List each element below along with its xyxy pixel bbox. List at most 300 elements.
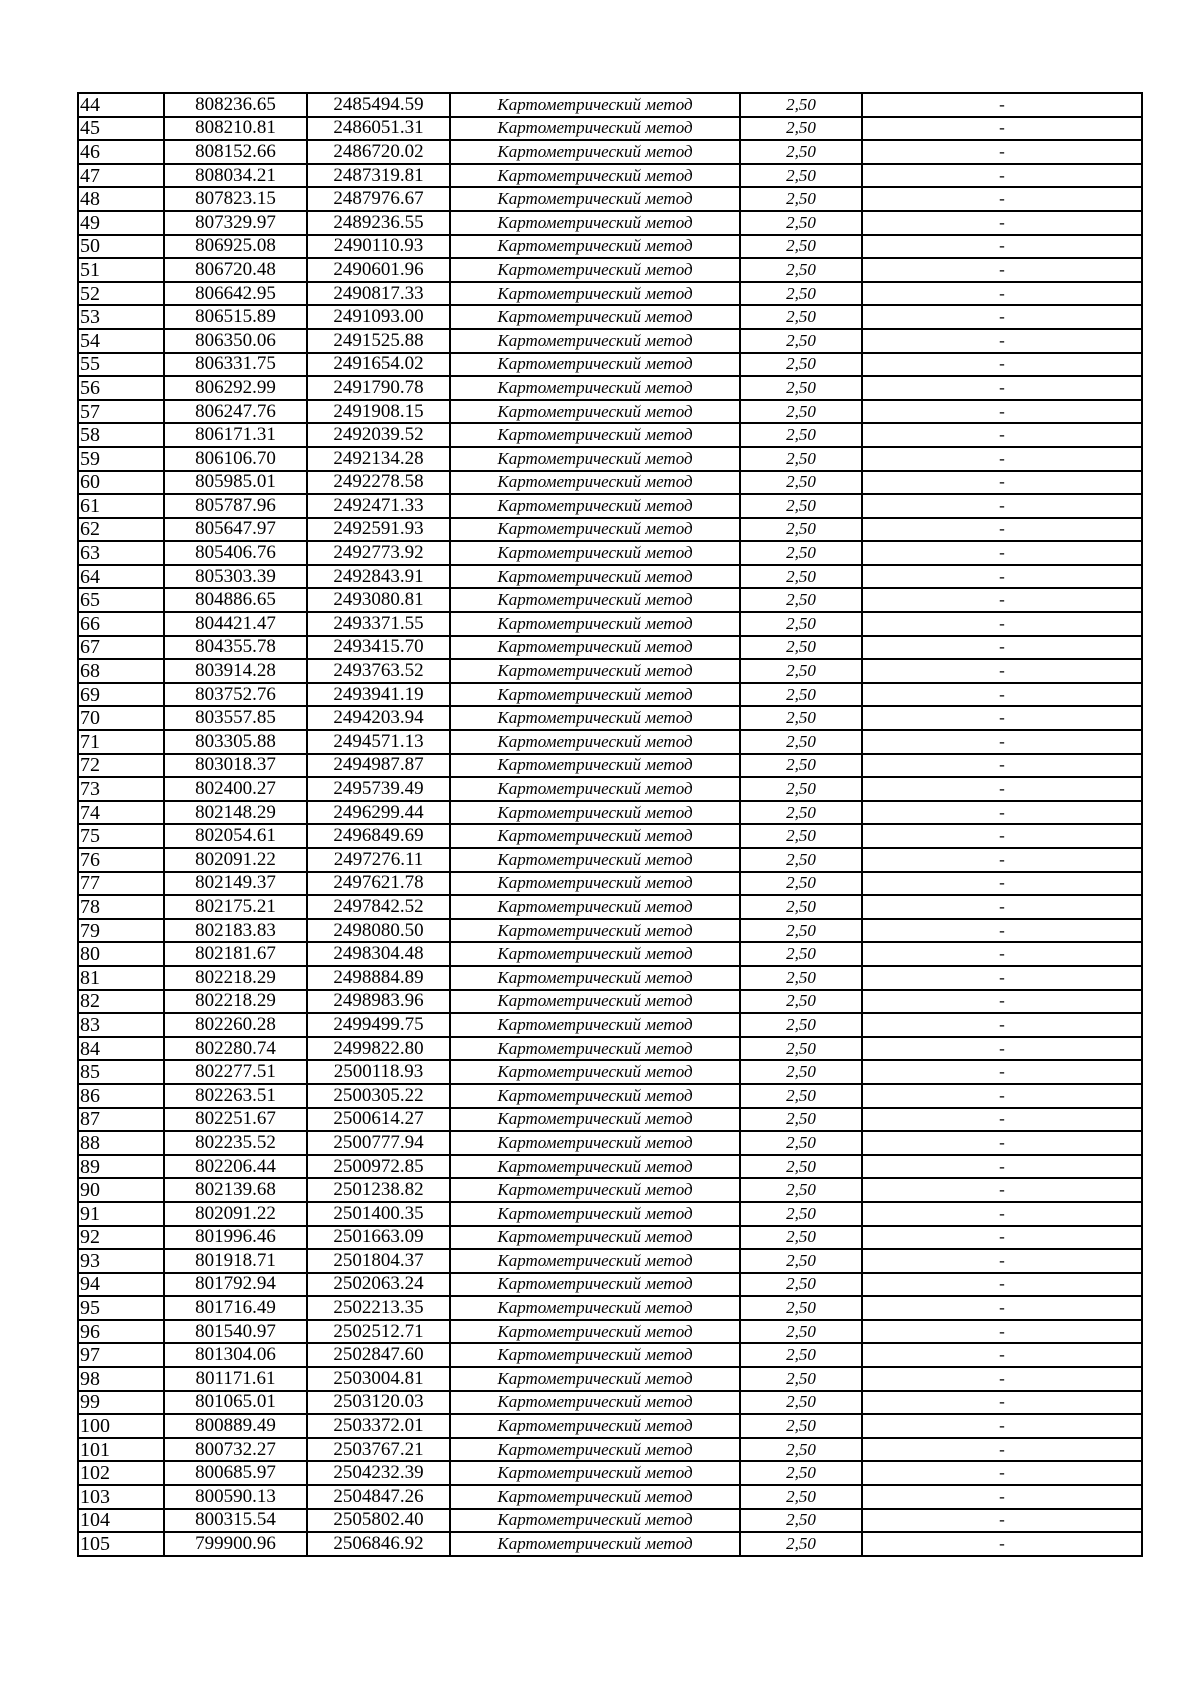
coordinate-x-cell: 801716.49 xyxy=(164,1296,307,1320)
coordinate-x-cell: 803914.28 xyxy=(164,659,307,683)
accuracy-cell: 2,50 xyxy=(740,1037,862,1061)
description-cell: - xyxy=(862,164,1142,188)
coordinate-x-cell: 802218.29 xyxy=(164,990,307,1014)
point-number-cell: 51 xyxy=(78,258,164,282)
coordinate-y-cell: 2501663.09 xyxy=(307,1226,450,1250)
point-number-cell: 64 xyxy=(78,565,164,589)
accuracy-cell: 2,50 xyxy=(740,1391,862,1415)
accuracy-cell: 2,50 xyxy=(740,494,862,518)
coordinate-x-cell: 802260.28 xyxy=(164,1013,307,1037)
description-cell: - xyxy=(862,282,1142,306)
method-cell: Картометрический метод xyxy=(450,1155,740,1179)
method-cell: Картометрический метод xyxy=(450,1296,740,1320)
accuracy-cell: 2,50 xyxy=(740,117,862,141)
description-cell: - xyxy=(862,1273,1142,1297)
coordinate-y-cell: 2504232.39 xyxy=(307,1461,450,1485)
description-cell: - xyxy=(862,1037,1142,1061)
coordinate-y-cell: 2497621.78 xyxy=(307,872,450,896)
table-row xyxy=(78,754,1142,778)
table-row xyxy=(78,683,1142,707)
point-number-cell: 101 xyxy=(78,1438,164,1462)
coordinate-x-cell: 802181.67 xyxy=(164,942,307,966)
accuracy-cell: 2,50 xyxy=(740,1131,862,1155)
coordinate-x-cell: 803018.37 xyxy=(164,754,307,778)
coordinate-y-cell: 2496299.44 xyxy=(307,801,450,825)
coordinate-y-cell: 2492471.33 xyxy=(307,494,450,518)
description-cell: - xyxy=(862,1155,1142,1179)
point-number-cell: 81 xyxy=(78,966,164,990)
table-row xyxy=(78,140,1142,164)
coordinate-y-cell: 2495739.49 xyxy=(307,777,450,801)
coordinate-x-cell: 805406.76 xyxy=(164,541,307,565)
method-cell: Картометрический метод xyxy=(450,1060,740,1084)
description-cell: - xyxy=(862,1509,1142,1533)
coordinate-x-cell: 801918.71 xyxy=(164,1249,307,1273)
table-row xyxy=(78,824,1142,848)
description-cell: - xyxy=(862,942,1142,966)
coordinate-x-cell: 806171.31 xyxy=(164,423,307,447)
method-cell: Картометрический метод xyxy=(450,942,740,966)
description-cell: - xyxy=(862,1084,1142,1108)
accuracy-cell: 2,50 xyxy=(740,919,862,943)
point-number-cell: 97 xyxy=(78,1343,164,1367)
point-number-cell: 91 xyxy=(78,1202,164,1226)
accuracy-cell: 2,50 xyxy=(740,706,862,730)
accuracy-cell: 2,50 xyxy=(740,1202,862,1226)
coordinate-y-cell: 2492134.28 xyxy=(307,447,450,471)
table-row xyxy=(78,258,1142,282)
point-number-cell: 95 xyxy=(78,1296,164,1320)
point-number-cell: 90 xyxy=(78,1178,164,1202)
point-number-cell: 48 xyxy=(78,187,164,211)
method-cell: Картометрический метод xyxy=(450,353,740,377)
accuracy-cell: 2,50 xyxy=(740,612,862,636)
accuracy-cell: 2,50 xyxy=(740,1438,862,1462)
table-row xyxy=(78,376,1142,400)
description-cell: - xyxy=(862,565,1142,589)
accuracy-cell: 2,50 xyxy=(740,187,862,211)
description-cell: - xyxy=(862,919,1142,943)
coordinate-x-cell: 802054.61 xyxy=(164,824,307,848)
method-cell: Картометрический метод xyxy=(450,1532,740,1556)
table-row xyxy=(78,966,1142,990)
coordinate-x-cell: 808210.81 xyxy=(164,117,307,141)
table-row xyxy=(78,1013,1142,1037)
coordinate-y-cell: 2487976.67 xyxy=(307,187,450,211)
table-row xyxy=(78,235,1142,259)
table-row xyxy=(78,801,1142,825)
description-cell: - xyxy=(862,1108,1142,1132)
coordinate-x-cell: 802400.27 xyxy=(164,777,307,801)
accuracy-cell: 2,50 xyxy=(740,659,862,683)
accuracy-cell: 2,50 xyxy=(740,1461,862,1485)
description-cell: - xyxy=(862,305,1142,329)
coordinate-y-cell: 2504847.26 xyxy=(307,1485,450,1509)
table-row xyxy=(78,1226,1142,1250)
point-number-cell: 63 xyxy=(78,541,164,565)
description-cell: - xyxy=(862,1343,1142,1367)
description-cell: - xyxy=(862,777,1142,801)
table-row xyxy=(78,117,1142,141)
method-cell: Картометрический метод xyxy=(450,612,740,636)
coordinate-x-cell: 805647.97 xyxy=(164,518,307,542)
table-row xyxy=(78,1438,1142,1462)
table-row xyxy=(78,211,1142,235)
coordinate-y-cell: 2493415.70 xyxy=(307,636,450,660)
description-cell: - xyxy=(862,966,1142,990)
method-cell: Картометрический метод xyxy=(450,305,740,329)
coordinate-y-cell: 2496849.69 xyxy=(307,824,450,848)
table-row xyxy=(78,1131,1142,1155)
point-number-cell: 83 xyxy=(78,1013,164,1037)
coordinate-y-cell: 2493763.52 xyxy=(307,659,450,683)
coordinate-y-cell: 2490817.33 xyxy=(307,282,450,306)
description-cell: - xyxy=(862,471,1142,495)
point-number-cell: 65 xyxy=(78,588,164,612)
coordinate-y-cell: 2486051.31 xyxy=(307,117,450,141)
accuracy-cell: 2,50 xyxy=(740,801,862,825)
method-cell: Картометрический метод xyxy=(450,1178,740,1202)
method-cell: Картометрический метод xyxy=(450,1461,740,1485)
table-row xyxy=(78,636,1142,660)
coordinate-y-cell: 2499499.75 xyxy=(307,1013,450,1037)
table-row xyxy=(78,353,1142,377)
point-number-cell: 50 xyxy=(78,235,164,259)
coordinate-x-cell: 806106.70 xyxy=(164,447,307,471)
coordinate-y-cell: 2506846.92 xyxy=(307,1532,450,1556)
coordinate-x-cell: 806642.95 xyxy=(164,282,307,306)
point-number-cell: 67 xyxy=(78,636,164,660)
coordinate-y-cell: 2489236.55 xyxy=(307,211,450,235)
coordinate-y-cell: 2491093.00 xyxy=(307,305,450,329)
accuracy-cell: 2,50 xyxy=(740,730,862,754)
point-number-cell: 72 xyxy=(78,754,164,778)
coordinate-y-cell: 2503767.21 xyxy=(307,1438,450,1462)
table-row xyxy=(78,423,1142,447)
table-row xyxy=(78,187,1142,211)
table-row xyxy=(78,1296,1142,1320)
description-cell: - xyxy=(862,235,1142,259)
coordinate-x-cell: 803305.88 xyxy=(164,730,307,754)
table-row xyxy=(78,777,1142,801)
table-row xyxy=(78,471,1142,495)
method-cell: Картометрический метод xyxy=(450,1249,740,1273)
table-row xyxy=(78,1320,1142,1344)
method-cell: Картометрический метод xyxy=(450,588,740,612)
method-cell: Картометрический метод xyxy=(450,990,740,1014)
coordinate-x-cell: 807329.97 xyxy=(164,211,307,235)
method-cell: Картометрический метод xyxy=(450,966,740,990)
table-row xyxy=(78,1084,1142,1108)
coordinate-y-cell: 2498884.89 xyxy=(307,966,450,990)
description-cell: - xyxy=(862,588,1142,612)
method-cell: Картометрический метод xyxy=(450,824,740,848)
table-row xyxy=(78,1485,1142,1509)
description-cell: - xyxy=(862,1060,1142,1084)
coordinate-y-cell: 2503004.81 xyxy=(307,1367,450,1391)
coordinate-y-cell: 2492039.52 xyxy=(307,423,450,447)
coordinate-x-cell: 804421.47 xyxy=(164,612,307,636)
coordinate-x-cell: 799900.96 xyxy=(164,1532,307,1556)
coordinate-y-cell: 2502512.71 xyxy=(307,1320,450,1344)
point-number-cell: 73 xyxy=(78,777,164,801)
description-cell: - xyxy=(862,1131,1142,1155)
method-cell: Картометрический метод xyxy=(450,1273,740,1297)
coordinate-x-cell: 802235.52 xyxy=(164,1131,307,1155)
description-cell: - xyxy=(862,541,1142,565)
table-row xyxy=(78,612,1142,636)
point-number-cell: 68 xyxy=(78,659,164,683)
description-cell: - xyxy=(862,423,1142,447)
method-cell: Картометрический метод xyxy=(450,801,740,825)
method-cell: Картометрический метод xyxy=(450,423,740,447)
accuracy-cell: 2,50 xyxy=(740,1155,862,1179)
method-cell: Картометрический метод xyxy=(450,1037,740,1061)
coordinate-x-cell: 800732.27 xyxy=(164,1438,307,1462)
description-cell: - xyxy=(862,1367,1142,1391)
description-cell: - xyxy=(862,1013,1142,1037)
table-row xyxy=(78,872,1142,896)
accuracy-cell: 2,50 xyxy=(740,1343,862,1367)
method-cell: Картометрический метод xyxy=(450,683,740,707)
point-number-cell: 71 xyxy=(78,730,164,754)
point-number-cell: 56 xyxy=(78,376,164,400)
description-cell: - xyxy=(862,117,1142,141)
table-row xyxy=(78,1108,1142,1132)
table-row xyxy=(78,919,1142,943)
point-number-cell: 74 xyxy=(78,801,164,825)
description-cell: - xyxy=(862,1438,1142,1462)
description-cell: - xyxy=(862,872,1142,896)
coordinate-x-cell: 805985.01 xyxy=(164,471,307,495)
coordinates-table xyxy=(77,92,1143,1557)
accuracy-cell: 2,50 xyxy=(740,282,862,306)
coordinate-y-cell: 2499822.80 xyxy=(307,1037,450,1061)
accuracy-cell: 2,50 xyxy=(740,872,862,896)
coordinate-x-cell: 806292.99 xyxy=(164,376,307,400)
point-number-cell: 88 xyxy=(78,1131,164,1155)
coordinate-x-cell: 802280.74 xyxy=(164,1037,307,1061)
table-row xyxy=(78,1249,1142,1273)
description-cell: - xyxy=(862,659,1142,683)
accuracy-cell: 2,50 xyxy=(740,588,862,612)
description-cell: - xyxy=(862,329,1142,353)
accuracy-cell: 2,50 xyxy=(740,305,862,329)
method-cell: Картометрический метод xyxy=(450,730,740,754)
accuracy-cell: 2,50 xyxy=(740,754,862,778)
coordinate-y-cell: 2502847.60 xyxy=(307,1343,450,1367)
method-cell: Картометрический метод xyxy=(450,1131,740,1155)
table-row xyxy=(78,1273,1142,1297)
coordinate-y-cell: 2501804.37 xyxy=(307,1249,450,1273)
method-cell: Картометрический метод xyxy=(450,1013,740,1037)
coordinate-x-cell: 801540.97 xyxy=(164,1320,307,1344)
table-row xyxy=(78,1202,1142,1226)
coordinate-x-cell: 802148.29 xyxy=(164,801,307,825)
coordinate-y-cell: 2491908.15 xyxy=(307,400,450,424)
method-cell: Картометрический метод xyxy=(450,1509,740,1533)
description-cell: - xyxy=(862,140,1142,164)
method-cell: Картометрический метод xyxy=(450,494,740,518)
method-cell: Картометрический метод xyxy=(450,376,740,400)
table-row xyxy=(78,329,1142,353)
method-cell: Картометрический метод xyxy=(450,636,740,660)
description-cell: - xyxy=(862,612,1142,636)
method-cell: Картометрический метод xyxy=(450,258,740,282)
coordinate-y-cell: 2503372.01 xyxy=(307,1414,450,1438)
table-row xyxy=(78,1155,1142,1179)
accuracy-cell: 2,50 xyxy=(740,966,862,990)
accuracy-cell: 2,50 xyxy=(740,990,862,1014)
coordinate-y-cell: 2487319.81 xyxy=(307,164,450,188)
coordinate-y-cell: 2498080.50 xyxy=(307,919,450,943)
coordinate-x-cell: 803557.85 xyxy=(164,706,307,730)
coordinate-x-cell: 801792.94 xyxy=(164,1273,307,1297)
description-cell: - xyxy=(862,1414,1142,1438)
method-cell: Картометрический метод xyxy=(450,1414,740,1438)
point-number-cell: 52 xyxy=(78,282,164,306)
table-row xyxy=(78,706,1142,730)
description-cell: - xyxy=(862,1485,1142,1509)
description-cell: - xyxy=(862,1320,1142,1344)
accuracy-cell: 2,50 xyxy=(740,471,862,495)
description-cell: - xyxy=(862,447,1142,471)
coordinate-x-cell: 802183.83 xyxy=(164,919,307,943)
table-row xyxy=(78,1178,1142,1202)
method-cell: Картометрический метод xyxy=(450,1226,740,1250)
table-row xyxy=(78,565,1142,589)
table-row xyxy=(78,942,1142,966)
coordinate-y-cell: 2498983.96 xyxy=(307,990,450,1014)
accuracy-cell: 2,50 xyxy=(740,329,862,353)
accuracy-cell: 2,50 xyxy=(740,1367,862,1391)
accuracy-cell: 2,50 xyxy=(740,541,862,565)
description-cell: - xyxy=(862,1249,1142,1273)
description-cell: - xyxy=(862,754,1142,778)
table-row xyxy=(78,1367,1142,1391)
description-cell: - xyxy=(862,518,1142,542)
table-row xyxy=(78,659,1142,683)
coordinate-x-cell: 805787.96 xyxy=(164,494,307,518)
point-number-cell: 47 xyxy=(78,164,164,188)
accuracy-cell: 2,50 xyxy=(740,400,862,424)
coordinate-x-cell: 808236.65 xyxy=(164,93,307,117)
method-cell: Картометрический метод xyxy=(450,1320,740,1344)
point-number-cell: 87 xyxy=(78,1108,164,1132)
accuracy-cell: 2,50 xyxy=(740,848,862,872)
coordinate-x-cell: 804355.78 xyxy=(164,636,307,660)
description-cell: - xyxy=(862,187,1142,211)
point-number-cell: 60 xyxy=(78,471,164,495)
table-row xyxy=(78,447,1142,471)
coordinate-y-cell: 2491654.02 xyxy=(307,353,450,377)
method-cell: Картометрический метод xyxy=(450,659,740,683)
coordinate-x-cell: 806247.76 xyxy=(164,400,307,424)
point-number-cell: 103 xyxy=(78,1485,164,1509)
description-cell: - xyxy=(862,636,1142,660)
accuracy-cell: 2,50 xyxy=(740,824,862,848)
description-cell: - xyxy=(862,1178,1142,1202)
coordinate-y-cell: 2490110.93 xyxy=(307,235,450,259)
accuracy-cell: 2,50 xyxy=(740,235,862,259)
point-number-cell: 94 xyxy=(78,1273,164,1297)
method-cell: Картометрический метод xyxy=(450,400,740,424)
table-row xyxy=(78,1414,1142,1438)
table-row xyxy=(78,494,1142,518)
table-row xyxy=(78,990,1142,1014)
coordinate-y-cell: 2500614.27 xyxy=(307,1108,450,1132)
point-number-cell: 75 xyxy=(78,824,164,848)
coordinate-x-cell: 802206.44 xyxy=(164,1155,307,1179)
table-row xyxy=(78,895,1142,919)
accuracy-cell: 2,50 xyxy=(740,1013,862,1037)
description-cell: - xyxy=(862,376,1142,400)
method-cell: Картометрический метод xyxy=(450,1485,740,1509)
coordinate-y-cell: 2493941.19 xyxy=(307,683,450,707)
method-cell: Картометрический метод xyxy=(450,518,740,542)
coordinate-x-cell: 800590.13 xyxy=(164,1485,307,1509)
method-cell: Картометрический метод xyxy=(450,211,740,235)
point-number-cell: 89 xyxy=(78,1155,164,1179)
coordinate-x-cell: 802263.51 xyxy=(164,1084,307,1108)
coordinate-x-cell: 806515.89 xyxy=(164,305,307,329)
point-number-cell: 66 xyxy=(78,612,164,636)
table-row xyxy=(78,305,1142,329)
table-row xyxy=(78,282,1142,306)
coordinate-x-cell: 802277.51 xyxy=(164,1060,307,1084)
coordinate-y-cell: 2500972.85 xyxy=(307,1155,450,1179)
method-cell: Картометрический метод xyxy=(450,565,740,589)
accuracy-cell: 2,50 xyxy=(740,1108,862,1132)
description-cell: - xyxy=(862,824,1142,848)
coordinate-x-cell: 802149.37 xyxy=(164,872,307,896)
accuracy-cell: 2,50 xyxy=(740,942,862,966)
point-number-cell: 99 xyxy=(78,1391,164,1415)
method-cell: Картометрический метод xyxy=(450,777,740,801)
point-number-cell: 96 xyxy=(78,1320,164,1344)
coordinate-y-cell: 2485494.59 xyxy=(307,93,450,117)
coordinate-y-cell: 2502063.24 xyxy=(307,1273,450,1297)
coordinate-y-cell: 2493371.55 xyxy=(307,612,450,636)
accuracy-cell: 2,50 xyxy=(740,1509,862,1533)
coordinate-y-cell: 2503120.03 xyxy=(307,1391,450,1415)
coordinate-x-cell: 800315.54 xyxy=(164,1509,307,1533)
table-row xyxy=(78,730,1142,754)
description-cell: - xyxy=(862,1532,1142,1556)
table-row xyxy=(78,1532,1142,1556)
point-number-cell: 49 xyxy=(78,211,164,235)
point-number-cell: 69 xyxy=(78,683,164,707)
coordinate-y-cell: 2500777.94 xyxy=(307,1131,450,1155)
description-cell: - xyxy=(862,1226,1142,1250)
coordinate-x-cell: 800685.97 xyxy=(164,1461,307,1485)
table-row xyxy=(78,1060,1142,1084)
accuracy-cell: 2,50 xyxy=(740,895,862,919)
coordinate-x-cell: 801996.46 xyxy=(164,1226,307,1250)
coordinate-x-cell: 806331.75 xyxy=(164,353,307,377)
coordinate-y-cell: 2491525.88 xyxy=(307,329,450,353)
coordinate-y-cell: 2494571.13 xyxy=(307,730,450,754)
accuracy-cell: 2,50 xyxy=(740,423,862,447)
accuracy-cell: 2,50 xyxy=(740,518,862,542)
accuracy-cell: 2,50 xyxy=(740,565,862,589)
accuracy-cell: 2,50 xyxy=(740,93,862,117)
coordinate-y-cell: 2498304.48 xyxy=(307,942,450,966)
table-row xyxy=(78,1037,1142,1061)
accuracy-cell: 2,50 xyxy=(740,683,862,707)
method-cell: Картометрический метод xyxy=(450,164,740,188)
point-number-cell: 105 xyxy=(78,1532,164,1556)
